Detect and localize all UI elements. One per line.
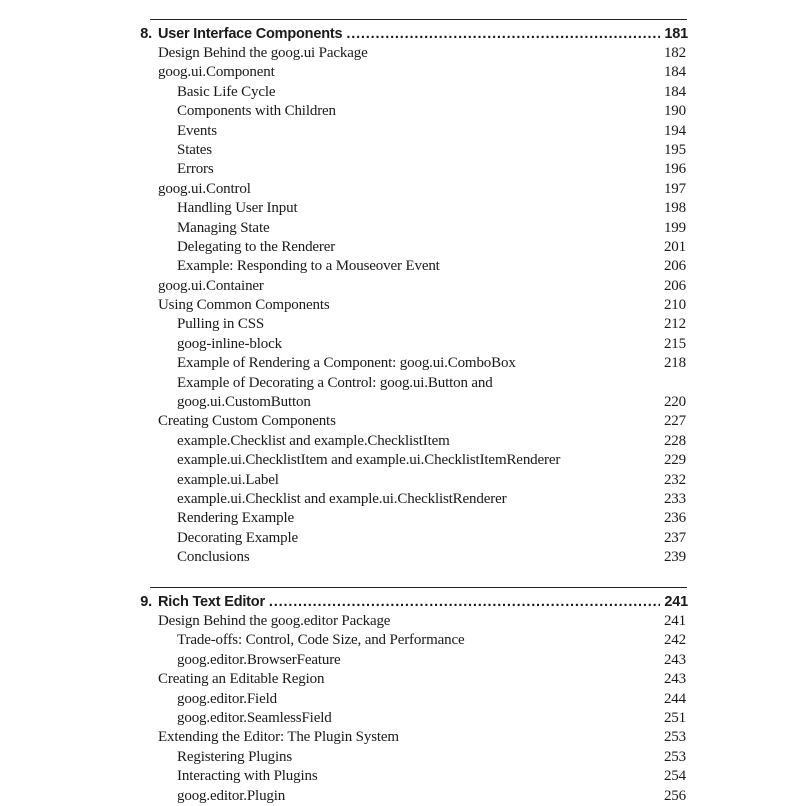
entry-title: goog.editor.Plugin (177, 787, 286, 804)
toc-subsection-entry (0, 393, 800, 412)
toc-subsection-entry (0, 548, 800, 567)
entry-page-number: 243 (663, 651, 686, 668)
entry-page-number: 197 (663, 180, 686, 197)
entry-page-number: 256 (663, 787, 686, 804)
entry-title: Rendering Example (177, 510, 294, 527)
toc-section-entry (0, 44, 800, 63)
entry-title: Example: Responding to a Mouseover Event (177, 258, 440, 275)
entry-page-number: 196 (663, 161, 686, 178)
toc-subsection-entry (0, 315, 800, 334)
chapter-title: User Interface Components (158, 26, 343, 42)
toc-subsection-entry (0, 509, 800, 528)
toc-subsection-entry (0, 709, 800, 728)
entry-title: Conclusions (177, 549, 250, 566)
entry-title: example.ui.Label (177, 471, 279, 488)
entry-title: States (177, 141, 212, 158)
toc-subsection-entry (0, 432, 800, 451)
entry-page-number: 254 (663, 768, 686, 785)
toc-subsection-entry (0, 354, 800, 373)
entry-page-number: 220 (663, 394, 686, 411)
entry-title: goog.ui.Container (158, 277, 264, 294)
entry-page-number: 227 (663, 413, 686, 430)
leader-dots (269, 591, 661, 613)
toc-subsection-entry (0, 122, 800, 141)
entry-title: Example of Rendering a Component: goog.ui.ComboBox (177, 355, 516, 372)
toc-subsection-entry (0, 83, 800, 102)
chapter-rule (150, 587, 687, 588)
toc-subsection-entry (0, 374, 800, 393)
entry-title: Creating Custom Components (158, 413, 336, 430)
entry-title: Design Behind the goog.editor Package (158, 613, 391, 629)
entry-page-number: 206 (663, 277, 686, 294)
entry-title: Errors (177, 161, 214, 178)
toc-section-entry (0, 670, 800, 689)
chapter-title-line (158, 23, 688, 45)
toc-subsection-entry (0, 199, 800, 218)
entry-title: goog.editor.BrowserFeature (177, 651, 341, 668)
entry-title: example.Checklist and example.ChecklistItem (177, 432, 450, 449)
entry-title: Delegating to the Renderer (177, 238, 336, 255)
entry-page-number: 253 (663, 748, 686, 765)
chapter-rule (150, 19, 687, 20)
toc-section-entry (0, 277, 800, 296)
toc-subsection-entry (0, 335, 800, 354)
entry-title: Interacting with Plugins (177, 768, 318, 785)
entry-title: goog.ui.Component (158, 64, 275, 81)
entry-page-number: 232 (663, 471, 686, 488)
entry-page-number: 190 (663, 103, 686, 120)
toc-subsection-entry (0, 219, 800, 238)
entry-page-number: 229 (663, 452, 686, 469)
entry-page-number: 241 (663, 613, 686, 629)
entry-page-number: 228 (663, 432, 686, 449)
chapter-number: 8. (140, 26, 152, 42)
entry-title: Trade-offs: Control, Code Size, and Performance (177, 632, 465, 649)
toc-subsection-entry (0, 451, 800, 470)
entry-page-number: 244 (663, 690, 686, 707)
entry-title: Managing State (177, 219, 270, 236)
toc-subsection-entry (0, 471, 800, 490)
toc-section-entry (0, 612, 800, 631)
toc-subsection-entry (0, 690, 800, 709)
toc-subsection-entry (0, 787, 800, 806)
toc-subsection-entry (0, 141, 800, 160)
leader-dots (346, 23, 660, 45)
chapter-entries (0, 44, 800, 568)
entry-title: goog.ui.Control (158, 180, 251, 197)
chapter-entries (0, 612, 800, 806)
entry-title: Using Common Components (158, 297, 330, 314)
entry-title: Design Behind the goog.ui Package (158, 45, 368, 61)
entry-title: goog-inline-block (177, 335, 282, 352)
entry-page-number: 251 (663, 709, 686, 726)
toc-subsection-entry (0, 748, 800, 767)
entry-page-number: 239 (663, 549, 686, 566)
chapter-title: Rich Text Editor (158, 594, 265, 610)
entry-page-number: 182 (663, 45, 686, 61)
entry-page-number: 212 (663, 316, 686, 333)
entry-title: goog.editor.SeamlessField (177, 709, 332, 726)
entry-title: Pulling in CSS (177, 316, 265, 333)
entry-title: Example of Decorating a Control: goog.ui.Button and (177, 374, 493, 391)
chapter-page-number: 181 (664, 26, 688, 42)
entry-page-number: 195 (663, 141, 686, 158)
entry-page-number: 201 (663, 238, 686, 255)
entry-page-number: 233 (663, 490, 686, 507)
toc-subsection-entry (0, 631, 800, 650)
chapter-page-number: 241 (664, 594, 688, 610)
entry-page-number: 184 (663, 64, 686, 81)
entry-page-number: 199 (663, 219, 686, 236)
entry-page-number: 242 (663, 632, 686, 649)
entry-page-number: 243 (663, 671, 686, 688)
toc-section-entry (0, 728, 800, 747)
toc-subsection-entry (0, 257, 800, 276)
chapter-heading (0, 23, 800, 45)
entry-title: Decorating Example (177, 529, 298, 546)
toc-subsection-entry (0, 529, 800, 548)
entry-page-number: 218 (663, 355, 686, 372)
entry-page-number: 184 (663, 83, 686, 100)
entry-page-number: 210 (663, 297, 686, 314)
entry-title: Extending the Editor: The Plugin System (158, 729, 399, 746)
entry-title: Events (177, 122, 217, 139)
toc-subsection-entry (0, 238, 800, 257)
entry-page-number: 237 (663, 529, 686, 546)
entry-title: example.ui.ChecklistItem and example.ui.ChecklistItemRenderer (177, 452, 561, 469)
entry-title: Creating an Editable Region (158, 671, 325, 688)
entry-title: goog.ui.CustomButton (177, 394, 311, 411)
entry-page-number: 194 (663, 122, 686, 139)
entry-page-number: 206 (663, 258, 686, 275)
toc-section-entry (0, 63, 800, 82)
entry-page-number: 253 (663, 729, 686, 746)
entry-page-number: 236 (663, 510, 686, 527)
entry-title: Basic Life Cycle (177, 83, 276, 100)
chapter-title-line (158, 591, 688, 613)
toc-subsection-entry (0, 767, 800, 786)
toc-section-entry (0, 180, 800, 199)
entry-title: example.ui.Checklist and example.ui.ChecklistRenderer (177, 490, 507, 507)
toc-section-entry (0, 296, 800, 315)
entry-title: Handling User Input (177, 200, 298, 217)
chapter-heading (0, 591, 800, 613)
entry-page-number: 215 (663, 335, 686, 352)
toc-subsection-entry (0, 490, 800, 509)
entry-title: goog.editor.Field (177, 690, 277, 707)
entry-page-number: 198 (663, 200, 686, 217)
toc-subsection-entry (0, 102, 800, 121)
entry-title: Registering Plugins (177, 748, 293, 765)
toc-section-entry (0, 412, 800, 431)
entry-title: Components with Children (177, 103, 336, 120)
toc-subsection-entry (0, 160, 800, 179)
toc-subsection-entry (0, 651, 800, 670)
chapter-number: 9. (140, 594, 152, 610)
